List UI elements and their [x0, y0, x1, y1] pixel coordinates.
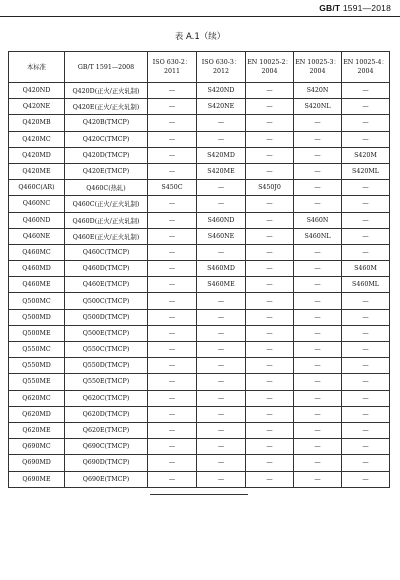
table-cell: Q620D(TMCP) [65, 406, 148, 422]
table-cell: — [342, 131, 390, 147]
table-cell: S460N [294, 212, 342, 228]
table-cell: — [148, 163, 197, 179]
table-cell: S460ND [197, 212, 246, 228]
table-cell: Q420MD [9, 147, 65, 163]
table-cell: Q690MD [9, 455, 65, 471]
table-cell: S450C [148, 180, 197, 196]
table-row [9, 228, 390, 244]
table-cell: S420NL [294, 99, 342, 115]
table-cell: — [197, 244, 246, 260]
table-cell: Q420D(正火/正火轧制) [65, 83, 148, 99]
standard-code [319, 3, 391, 13]
table-cell: — [294, 115, 342, 131]
table-cell: Q460NC [9, 196, 65, 212]
table-cell: — [246, 277, 294, 293]
column-header: 本标准 [9, 52, 65, 83]
table-cell: Q550C(TMCP) [65, 342, 148, 358]
grade-correspondence-table [8, 51, 390, 488]
table-cell: — [197, 439, 246, 455]
standard-code-prefix: GB/T [319, 3, 341, 13]
table-row [9, 115, 390, 131]
column-header: ISO 630-3：2012 [197, 52, 246, 83]
table-cell: — [294, 342, 342, 358]
table-cell: — [294, 406, 342, 422]
table-cell: Q420C(TMCP) [65, 131, 148, 147]
table-cell: S450J0 [246, 180, 294, 196]
table-cell: Q460C(TMCP) [65, 244, 148, 260]
table-row [9, 99, 390, 115]
table-cell: — [246, 471, 294, 487]
table-cell: — [197, 325, 246, 341]
table-cell: — [148, 244, 197, 260]
table-cell: — [197, 471, 246, 487]
table-cell: Q420ME [9, 163, 65, 179]
table-cell: — [148, 147, 197, 163]
table-cell: Q690D(TMCP) [65, 455, 148, 471]
table-cell: — [246, 261, 294, 277]
table-cell: Q500E(TMCP) [65, 325, 148, 341]
table-cell: — [294, 422, 342, 438]
table-cell: — [148, 309, 197, 325]
table-row [9, 180, 390, 196]
table-row [9, 358, 390, 374]
table-cell: — [294, 358, 342, 374]
table-cell: — [294, 439, 342, 455]
table-row [9, 471, 390, 487]
table-cell: — [197, 115, 246, 131]
table-cell: — [197, 196, 246, 212]
table-cell: — [342, 309, 390, 325]
table-row [9, 455, 390, 471]
table-cell: — [246, 163, 294, 179]
table-row [9, 406, 390, 422]
table-cell: — [197, 390, 246, 406]
table-cell: — [294, 309, 342, 325]
table-row [9, 147, 390, 163]
table-cell: — [342, 325, 390, 341]
table-cell: — [246, 455, 294, 471]
table-cell: — [148, 83, 197, 99]
table-cell: — [342, 180, 390, 196]
table-row [9, 293, 390, 309]
column-header: GB/T 1591—2008 [65, 52, 148, 83]
table-cell: — [246, 196, 294, 212]
table-cell: — [342, 358, 390, 374]
table-cell: — [148, 261, 197, 277]
table-cell: Q420ND [9, 83, 65, 99]
table-cell: — [342, 406, 390, 422]
table-cell: — [294, 390, 342, 406]
table-cell: — [342, 455, 390, 471]
table-cell: — [197, 406, 246, 422]
table-row [9, 212, 390, 228]
table-cell: — [294, 196, 342, 212]
table-cell: — [148, 342, 197, 358]
table-cell: — [246, 439, 294, 455]
table-cell: Q460ND [9, 212, 65, 228]
table-row [9, 342, 390, 358]
table-cell: — [342, 471, 390, 487]
table-cell: — [197, 180, 246, 196]
table-cell: Q500D(TMCP) [65, 309, 148, 325]
table-cell: Q420MB [9, 115, 65, 131]
table-cell: S420M [342, 147, 390, 163]
table-cell: — [148, 196, 197, 212]
column-header: ISO 630-2：2011 [148, 52, 197, 83]
table-cell: — [148, 455, 197, 471]
table-cell: — [342, 244, 390, 260]
table-cell: — [197, 293, 246, 309]
table-cell: — [197, 309, 246, 325]
table-cell: S460ML [342, 277, 390, 293]
table-cell: — [342, 212, 390, 228]
table-cell: Q690E(TMCP) [65, 471, 148, 487]
table-cell: — [342, 196, 390, 212]
table-cell: Q420NE [9, 99, 65, 115]
table-cell: — [148, 406, 197, 422]
table-cell: — [294, 293, 342, 309]
table-cell: — [294, 131, 342, 147]
table-row [9, 261, 390, 277]
table-cell: — [246, 244, 294, 260]
table-cell: Q500ME [9, 325, 65, 341]
table-row [9, 390, 390, 406]
table-row [9, 196, 390, 212]
table-cell: Q500MC [9, 293, 65, 309]
table-cell: Q460NE [9, 228, 65, 244]
table-cell: — [294, 180, 342, 196]
table-cell: — [197, 422, 246, 438]
table-cell: Q620ME [9, 422, 65, 438]
table-cell: — [294, 147, 342, 163]
table-cell: Q620C(TMCP) [65, 390, 148, 406]
table-row [9, 439, 390, 455]
table-cell: Q460D(TMCP) [65, 261, 148, 277]
table-cell: Q550ME [9, 374, 65, 390]
table-cell: Q550D(TMCP) [65, 358, 148, 374]
table-cell: — [342, 390, 390, 406]
table-cell: — [246, 325, 294, 341]
column-header: EN 10025-4：2004 [342, 52, 390, 83]
table-cell: S460M [342, 261, 390, 277]
table-cell: — [246, 228, 294, 244]
table-cell: — [342, 228, 390, 244]
table-cell: — [294, 374, 342, 390]
table-cell: — [342, 422, 390, 438]
table-cell: Q550MD [9, 358, 65, 374]
table-cell: — [148, 358, 197, 374]
table-cell: Q460E(正火/正火轧制) [65, 228, 148, 244]
column-header: EN 10025-3：2004 [294, 52, 342, 83]
table-row [9, 131, 390, 147]
table-row [9, 309, 390, 325]
table-cell: — [246, 99, 294, 115]
column-header: EN 10025-2：2004 [246, 52, 294, 83]
table-cell: — [148, 212, 197, 228]
table-cell: Q420E(TMCP) [65, 163, 148, 179]
table-cell: S460MD [197, 261, 246, 277]
header-rule [0, 16, 400, 17]
table-cell: — [246, 83, 294, 99]
standard-code-number: 1591—2018 [342, 3, 391, 13]
table-cell: S420NE [197, 99, 246, 115]
table-cell: S420ME [197, 163, 246, 179]
table-row [9, 422, 390, 438]
table-cell: Q460E(TMCP) [65, 277, 148, 293]
table-cell: Q460D(正火/正火轧制) [65, 212, 148, 228]
table-cell: — [148, 325, 197, 341]
table-cell: — [197, 131, 246, 147]
table-row [9, 374, 390, 390]
table-cell: S420ND [197, 83, 246, 99]
table-row [9, 83, 390, 99]
table-cell: — [246, 115, 294, 131]
table-cell: — [342, 115, 390, 131]
table-cell: — [294, 277, 342, 293]
table-cell: — [148, 277, 197, 293]
table-cell: Q550MC [9, 342, 65, 358]
table-cell: Q460C(热轧) [65, 180, 148, 196]
table-cell: S460NE [197, 228, 246, 244]
header-row [9, 52, 390, 83]
table-cell: Q500C(TMCP) [65, 293, 148, 309]
table-cell: Q460ME [9, 277, 65, 293]
table-cell: Q420D(TMCP) [65, 147, 148, 163]
table-cell: Q500MD [9, 309, 65, 325]
table-cell: — [197, 342, 246, 358]
table-cell: — [342, 99, 390, 115]
table-cell: Q460MD [9, 261, 65, 277]
table-cell: Q620MD [9, 406, 65, 422]
table-cell: Q690MC [9, 439, 65, 455]
table-cell: — [148, 99, 197, 115]
table-cell: — [246, 131, 294, 147]
table-cell: — [246, 147, 294, 163]
table-row [9, 244, 390, 260]
table-cell: — [246, 358, 294, 374]
table-cell: S420MD [197, 147, 246, 163]
table-cell: — [342, 374, 390, 390]
table-cell: — [246, 374, 294, 390]
table-cell: — [294, 471, 342, 487]
table-cell: — [342, 83, 390, 99]
table-cell: — [148, 131, 197, 147]
table-cell: — [148, 439, 197, 455]
table-cell: Q460C(正火/正火轧制) [65, 196, 148, 212]
table-cell: Q550E(TMCP) [65, 374, 148, 390]
table-cell: S460ME [197, 277, 246, 293]
table-cell: — [148, 374, 197, 390]
table-cell: Q620E(TMCP) [65, 422, 148, 438]
table-cell: Q690C(TMCP) [65, 439, 148, 455]
table-cell: — [246, 406, 294, 422]
table-cell: — [294, 244, 342, 260]
table-cell: — [246, 212, 294, 228]
table-cell: — [294, 455, 342, 471]
table-cell: — [246, 309, 294, 325]
table-cell: — [148, 471, 197, 487]
table-cell: Q420E(正火/正火轧制) [65, 99, 148, 115]
table-cell: — [246, 342, 294, 358]
table-cell: — [294, 163, 342, 179]
table-cell: — [246, 390, 294, 406]
table-cell: — [148, 293, 197, 309]
table-cell: — [342, 293, 390, 309]
table-cell: Q460MC [9, 244, 65, 260]
table-row [9, 325, 390, 341]
table-title: 表 A.1（续） [174, 32, 226, 42]
table-cell: — [197, 358, 246, 374]
table-cell: Q420B(TMCP) [65, 115, 148, 131]
table-cell: Q620MC [9, 390, 65, 406]
table-row [9, 277, 390, 293]
table-cell: S460NL [294, 228, 342, 244]
end-rule [150, 494, 248, 495]
table-cell: — [148, 115, 197, 131]
table-cell: Q460C(AR) [9, 180, 65, 196]
table-cell: S420ML [342, 163, 390, 179]
table-cell: Q690ME [9, 471, 65, 487]
table-cell: — [342, 439, 390, 455]
table-cell: — [197, 455, 246, 471]
table-header [9, 52, 390, 83]
table-cell: — [294, 261, 342, 277]
table-cell: — [294, 325, 342, 341]
table-cell: — [148, 228, 197, 244]
table-cell: — [246, 422, 294, 438]
table-cell: — [148, 390, 197, 406]
table-cell: — [197, 374, 246, 390]
table-cell: — [148, 422, 197, 438]
table-cell: — [342, 342, 390, 358]
table-cell: — [246, 293, 294, 309]
table-row [9, 163, 390, 179]
table-cell: Q420MC [9, 131, 65, 147]
table-cell: S420N [294, 83, 342, 99]
table-body [9, 83, 390, 488]
